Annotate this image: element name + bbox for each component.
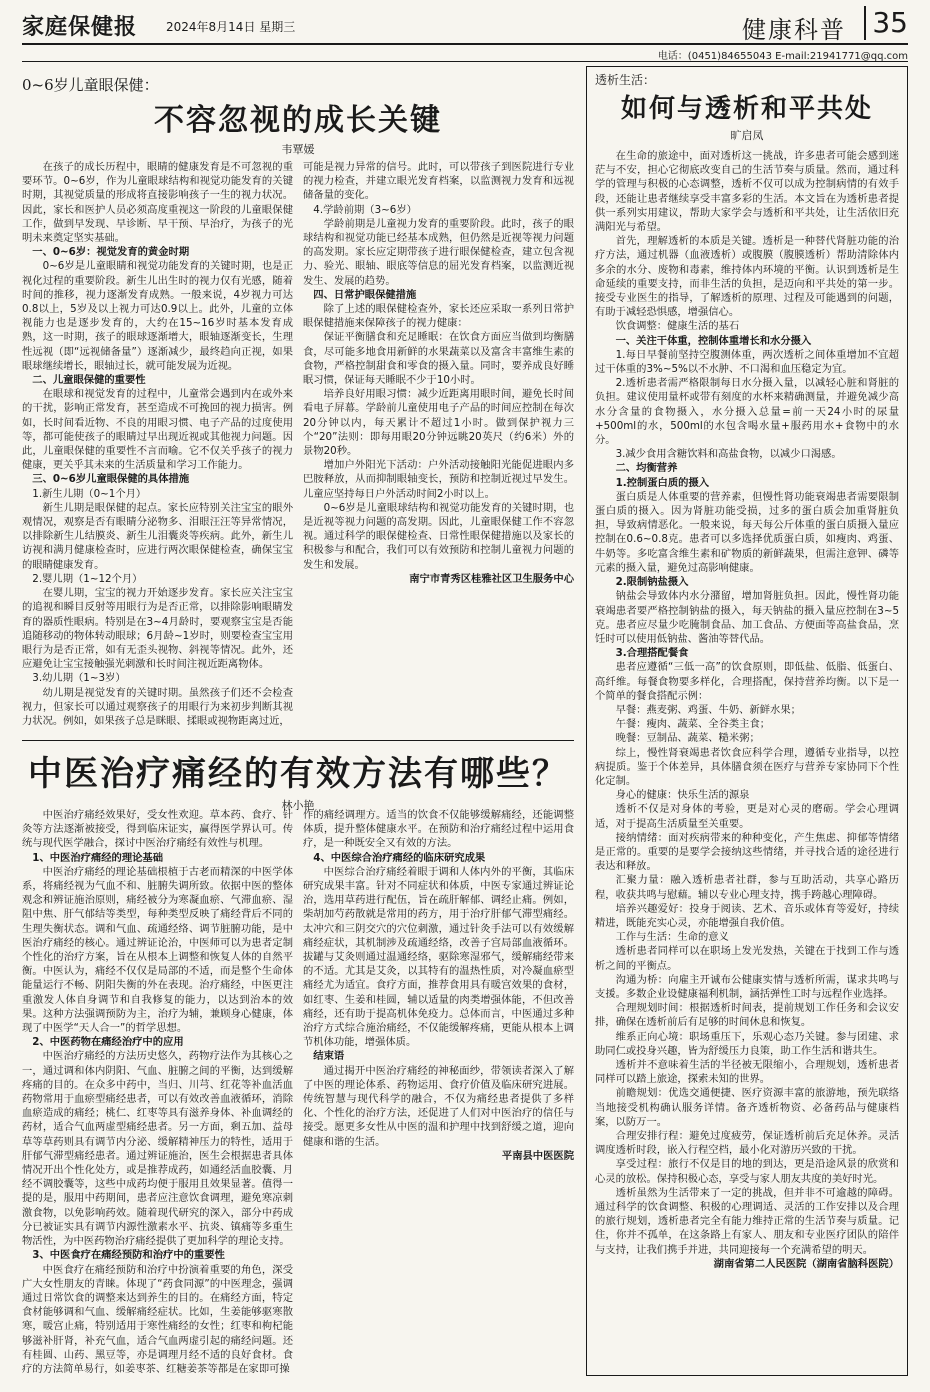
article2-title: 中医治疗痛经的有效方法有哪些？ — [28, 754, 568, 794]
paragraph: 幼儿期是视觉发育的关键时期。虽然孩子们还不会检查视力，但家长可以通过观察孩子的用眼行为来初步判断其视力状况。例如，如果孩子总是眯眼、揉眼或视物距离过近， — [22, 686, 293, 727]
article2-body — [22, 808, 574, 1376]
article3-body — [595, 149, 899, 1271]
article2-col-2 — [303, 808, 574, 1376]
paragraph: 前瞻规划：优选交通便捷、医疗资源丰富的旅游地，预先联络当地接受机构确认服务详情。备齐透析物资、必备药品与健康档案，以防万一。 — [595, 1087, 899, 1128]
source-line: 湖南省第二人民医院（湖南省脑科医院） — [713, 1257, 899, 1270]
article1-kicker: 0~6岁儿童眼保健： — [22, 76, 159, 94]
article2-author: 林小艳 — [281, 799, 315, 812]
subheading: 一、0~6岁：视觉发育的黄金时期 — [32, 246, 190, 259]
paragraph: 1.每日早餐前坚持空腹测体重，两次透析之间体重增加不宜超过干体重的3%~5%以不水肿、不口渴和血压稳定为宜。 — [595, 348, 899, 376]
paragraph: 中医综合治疗痛经着眼于调和人体内外的平衡，其临床研究成果丰富。针对不同症状和体质，中医专家通过辨证论治，选用草药进行配伍，旨在疏肝解郁、调经止痛。例如，柴胡加芍药散就是常用的药方，用于治疗肝郁气滞型痛经。太冲穴和三阴交穴的穴位刺激，通过针灸手法可以有效缓解痛经症状，其机制涉及疏通经络，改善子宫局部血液循环。拔罐与艾灸则通过温通经络，驱除寒湿邪气，缓解痛经带来的不适。尤其是艾灸，以其特有的温热性质，对冷凝血瘀型痛经尤为适宜。食疗方面，推荐食用具有暖宫效果的食材，如红枣、生姜和桂圆，辅以适量的肉类增强体能，不但改善痛经，还有助于提高机体免疫力。总体而言，中医通过多种治疗方式综合施治痛经，不仅能缓解疼痛，更能从根本上调节机体功能，增强体质。 — [303, 865, 574, 1049]
subheading: 四、日常护眼保健措施 — [313, 288, 417, 301]
article3-title: 如何与透析和平共处 — [620, 94, 873, 124]
paragraph: 在生命的旅途中，面对透析这一挑战，许多患者可能会感到迷茫与不安，担心它彻底改变自己的生活节奏与质量。然而，通过科学的管理与积极的心态调整，透析不仅可以成为控制病情的有效手段，还能让患者继续享受丰富多彩的生活。本文旨在为透析患者提供一系列实用建议，帮助大家学会与透析和平共处，让生活依旧充满阳光与希望。 — [595, 150, 899, 234]
article1-header — [22, 74, 574, 156]
paragraph: 合理安排行程：避免过度疲劳，保证透析前后充足休养。灵活调度透析时段，嵌入行程空档，最小化对游历兴致的干扰。 — [595, 1130, 899, 1157]
article1-col-2 — [303, 160, 574, 730]
paragraph: 0~6岁是儿童眼睛和视觉功能发育的关键时期，也是正视化过程的重要阶段。新生儿出生时的视力仅有光感，随着时间的推移，视力逐渐发育成熟。一般来说，4岁视力可达0.8以上，5岁及以上视力可达0.9以上。此外，儿童的立体视能力也是逐步发育的，大约在15~16岁时基本发育成熟，这一时期，孩子的眼球逐渐增大，眼轴逐渐变长，生理性远视（即“远视储备量”）逐渐减少，最终趋向正视，如果眼球继续增长，眼轴过长，就可能发展为近视。 — [22, 260, 293, 372]
paragraph: 维系正向心境：职场重压下，乐观心态乃关键。参与团建、求助同仁或投身兴趣，皆为舒缓压力良策，助工作生活和谐共生。 — [595, 1030, 899, 1057]
issue-date: 2024年8月14日 星期三 — [166, 20, 296, 34]
subheading: 1.新生儿期（0~1个月） — [32, 487, 147, 500]
subheading: 2、中医药物在痛经治疗中的应用 — [32, 1036, 184, 1049]
paper-name: 家庭保健报 — [22, 14, 138, 40]
paragraph: 钠盐会导致体内水分潴留，增加肾脏负担。因此，慢性肾功能衰竭患者要严格控制钠盐的摄入，每天钠盐的摄入量应控制在3~5克。患者应尽量少吃腌制食品、加工食品、方便面等高盐食品，烹饪时可以使用低钠盐、酱油等替代品。 — [595, 590, 899, 645]
article1-author: 韦覃媛 — [281, 143, 315, 156]
subheading: 二、儿童眼保健的重要性 — [32, 374, 146, 387]
source-line: 南宁市青秀区桂雅社区卫生服务中心 — [409, 572, 574, 585]
subheading: 1、中医治疗痛经的理论基础 — [32, 851, 164, 864]
paragraph: 中医治疗痛经的理论基础根植于古老而精深的中医学体系，将痛经视为气血不和、脏腑失调所致。依据中医的整体观念和辨证施治原则，痛经被分为寒凝血瘀、气滞血瘀、湿阻中焦、肝气郁结等类型，每种类型反映了痛经背后不同的生理失衡状态。调和气血、疏通经络、调节脏腑功能，是中医治疗痛经的核心。通过辨证论治，中医师可以为患者定制个性化的治疗方案，旨在从根本上调整和恢复人体的自然平衡。中医认为，痛经不仅仅是局部的不适，而是整个生命体能量运行不畅、阴阳失衡的外在表现。治疗痛经，中医更注重激发人体自身调节和自我修复的能力，以达到治本的效果。这种方法强调预防为主，治疗为辅，兼顾身心健康，体现了中医学“天人合一”的哲学思想。 — [22, 865, 293, 1035]
paragraph: 合理规划时间：根据透析时间表，提前规划工作任务和会议安排，确保在透析前后有足够的时间休息和恢复。 — [595, 1002, 899, 1029]
paragraph: 沟通为桥：向雇主开诚布公健康实情与透析所需，谋求共鸣与支援。多数企业设健康福利机制，涵括弹性工时与远程作业选择。 — [595, 973, 899, 1000]
paragraph: 增加户外阳光下活动：户外活动接触阳光能促进眼内多巴胺释放，从而抑制眼轴变长，预防和控制近视过早发生。儿童应坚持每日户外活动时间2小时以上。 — [303, 459, 574, 500]
source-line: 平南县中医医院 — [501, 1149, 574, 1162]
paragraph: 新生儿期是眼保健的起点。家长应特别关注宝宝的眼外观情况，观察是否有眼睛分泌物多、泪眼汪汪等异常情况，以排除新生儿结膜炎、新生儿泪囊炎等疾病。此外，新生儿访视和满月健康检查时，应进行两次眼保健检查，确保宝宝的眼睛健康发育。 — [22, 501, 293, 571]
paragraph: 首先，理解透析的本质是关键。透析是一种替代肾脏功能的治疗方法，通过机器（血液透析）或腹膜（腹膜透析）帮助清除体内多余的水分、废物和毒素，维持体内环境的平衡。认识到透析是生命延续的重要支持，而非生活的负担，是迈向和平共处的第一步。接受专业医生的指导，了解透析的原理、过程及可能遇到的问题，有助于减轻恐惧感，增强信心。 — [595, 235, 899, 319]
page-number: 35 — [864, 6, 908, 40]
article3-kicker: 透析生活： — [595, 73, 656, 87]
paragraph: 工作与生活：生命的意义 — [615, 931, 729, 944]
paragraph: 除了上述的眼保健检查外，家长还应采取一系列日常护眼保健措施来保障孩子的视力健康： — [303, 303, 574, 330]
paragraph: 透析并不意味着生活的半径被无限缩小，合理规划，透析患者同样可以踏上旅途，探索未知的世界。 — [595, 1059, 899, 1086]
paragraph: 透析虽然为生活带来了一定的挑战，但并非不可逾越的障碍。通过科学的饮食调整、积极的心理调适、灵活的工作安排以及合理的旅行规划，透析患者完全有能力维持正常的生活节奏与质量。记住，你并不孤单，在这条路上有家人、朋友和专业医疗团队的陪伴与支持，让我们携手并进，共同迎接每一个充满希望的明天。 — [595, 1186, 899, 1256]
subheading: 1.控制蛋白质的摄入 — [615, 476, 710, 489]
article3-author: 旷启凤 — [730, 129, 764, 142]
article1-col-1 — [22, 160, 293, 730]
subheading: 二、均衡营养 — [615, 462, 678, 475]
paragraph: 蛋白质是人体重要的营养素，但慢性肾功能衰竭患者需要限制蛋白质的摄入。因为肾脏功能受损，过多的蛋白质会加重肾脏负担，导致病情恶化。一般来说，每天每公斤体重的蛋白质摄入量应控制在0.6~0.8克。患者可以多选择优质蛋白质，如瘦肉、鸡蛋、牛奶等。多吃富含维生素和矿物质的新鲜蔬果，但需注意钾、磷等元素的摄入量，避免过高影响健康。 — [595, 490, 899, 574]
paragraph: 作的痛经调理方。适当的饮食不仅能够缓解痛经，还能调整体质，提升整体健康水平。在预防和治疗痛经过程中运用食疗，是一种既安全又有效的方法。 — [303, 809, 574, 850]
contact-line: 电话：(0451)84655043 E-mail:21941771@qq.com — [657, 51, 908, 62]
subheading: 3、中医食疗在痛经预防和治疗中的重要性 — [32, 1249, 225, 1262]
paragraph: 享受过程：旅行不仅是目的地的到达，更是沿途风景的欣赏和心灵的放松。保持积极心态，享受与家人朋友共度的美好时光。 — [595, 1158, 899, 1185]
subheading: 3.合理搭配餐食 — [615, 647, 689, 660]
paragraph: 透析患者同样可以在职场上发光发热，关键在于找到工作与透析之间的平衡点。 — [595, 945, 899, 972]
paragraph: 接纳情绪：面对疾病带来的种种变化，产生焦虑、抑郁等情绪是正常的。重要的是要学会接纳这些情绪，并寻找合适的途径进行表达和释放。 — [595, 831, 899, 873]
paragraph: 培养兴趣爱好：投身于阅读、艺术、音乐或体育等爱好，持续精进，既能充实心灵，亦能增强自我价值。 — [595, 902, 899, 929]
article2-col-1 — [22, 808, 293, 1376]
paragraph: 患者应遵循“三低一高”的饮食原则，即低盐、低脂、低蛋白、高纤维。每餐食物要多样化，合理搭配，保持营养均衡。以下是一个简单的餐食搭配示例： — [595, 661, 899, 702]
paragraph: 培养良好用眼习惯：减少近距离用眼时间，避免长时间看电子屏幕。学龄前儿童使用电子产品的时间应控制在每次20分钟以内，每天累计不超过1小时。做到保护视力三个“20”法则：即每用眼20分钟远眺20英尺（约6米）外的景物20秒。 — [303, 388, 574, 458]
paragraph: 在眼球和视觉发育的过程中，儿童常会遇到内在或外来的干扰，影响正常发育，甚至造成不可挽回的视力损害。例如，长时间看近物、不良的用眼习惯、电子产品的过度使用等，都可能使孩子的眼睛过早出现近视或其他视力问题。因此，儿童眼保健的重要性不言而喻。它不仅关乎孩子的视力健康，更关乎其未来的生活质量和学习工作能力。 — [22, 388, 293, 472]
paragraph: 饮食调整：健康生活的基石 — [615, 320, 740, 333]
subheading: 2.限制钠盐摄入 — [615, 576, 689, 589]
paragraph: 午餐：瘦肉、蔬菜、全谷类主食； — [615, 718, 771, 731]
subheading: 一、关注干体重，控制体重增长和水分摄入 — [615, 334, 812, 347]
article-divider — [22, 740, 574, 741]
subheading: 三、0~6岁儿童眼保健的具体措施 — [32, 473, 190, 486]
paragraph: 晚餐：豆制品、蔬菜、糙米粥； — [615, 732, 760, 745]
paragraph: 可能是视力异常的信号。此时，可以带孩子到医院进行专业的视力检查，并建立眼光发育档案，以监测视力发育和远视储备量的变化。 — [303, 161, 574, 202]
masthead — [22, 6, 908, 42]
paragraph: 透析不仅是对身体的考验，更是对心灵的磨砺。学会心理调适，对于提高生活质量至关重要。 — [595, 803, 899, 830]
paragraph: 身心的健康：快乐生活的源泉 — [615, 789, 750, 802]
article1-title: 不容忽视的成长关键 — [154, 103, 442, 138]
article2-header — [22, 746, 574, 812]
subheading: 4、中医综合治疗痛经的临床研究成果 — [313, 851, 486, 864]
paragraph: 中医治疗痛经的方法历史悠久，药物疗法作为其核心之一，通过调和体内阴阳、气血、脏腑之间的平衡，达到缓解疼痛的目的。在众多中药中，当归、川芎、红花等补血活血药物常用于血瘀型痛经患者，可以有效改善血液循环，消除血瘀造成的痛经；桃仁、红枣等具有滋养身体、补血调经的药材，适合气血两虚型痛经患者。另一方面，剩五加、益母草等草药则具有调节内分泌、缓解精神压力的特性，适用于肝郁气滞型痛经患者。通过辨证施治，医生会根据患者具体情况开出个性化处方，或是推荐成药，如通经活血胶囊、月经不调胶囊等，这些中成药均便于服用且效果显著。值得一提的是，服用中药期间，患者应注意饮食调理，避免寒凉刺激食物，以免影响药效。随着现代研究的深入，部分中药成分已被证实具有调节内源性激素水平、抗炎、镇痛等多重生物活性，为中医药物治疗痛经提供了更加科学的理论支持。 — [22, 1050, 293, 1248]
paragraph: 0~6岁是儿童眼球结构和视觉功能发育的关键时期，也是近视等视力问题的高发期。因此，儿童眼保健工作不容忽视。通过科学的眼保健检查、日常性眼保健措施以及家长的积极参与和配合，我们可以有效预防和控制儿童视力问题的发生和发展。 — [303, 501, 574, 571]
paragraph: 通过揭开中医治疗痛经的神秘面纱，带领读者深入了解了中医的理论体系、药物运用、食疗价值及临床研究进展。传统智慧与现代科学的融合，不仅为痛经患者提供了多样化、个性化的治疗方法，还促进了人们对中医治疗的信任与接受。愿更多女性从中医的温和护理中找到舒缓之道，迎向健康和谐的生活。 — [303, 1064, 574, 1148]
section-name: 健康科普 — [742, 16, 846, 44]
contact-rule — [22, 61, 908, 62]
paragraph: 学龄前期是儿童视力发育的重要阶段。此时，孩子的眼球结构和视觉功能已经基本成熟，但仍然是近视等视力问题的高发期。家长应定期带孩子进行眼保健检查，建立包含视力、验光、眼轴、眼底等信息的屈光发育档案，以监测近视发生、发展的趋势。 — [303, 217, 574, 287]
paragraph: 保证平衡膳食和充足睡眠：在饮食方面应当做到均衡膳食，尽可能多地食用新鲜的水果蔬菜以及富含丰富维生素的食物，严格控制甜食和零食的摄入量。同时，要养成良好睡眠习惯，保证每天睡眠不少于10小时。 — [303, 331, 574, 387]
paragraph: 中医治疗痛经效果好，受女性欢迎。草本药、食疗、针灸等方法逐渐被接受，得到临床证实，赢得医学界认可。传统与现代医学融合，探讨中医治疗痛经有效性与机理。 — [22, 809, 293, 850]
article3-box — [586, 66, 908, 1376]
paragraph: 2.透析患者需严格限制每日水分摄入量，以减轻心脏和肾脏的负担。建议使用量杯或带有刻度的水杯来精确测量，并避免减少高水分含量的食物摄入，水分摄入总量=前一天24小时的尿量+500ml的水，500ml的水包含喝水量+服药用水+食物中的水分。 — [595, 377, 899, 447]
paragraph: 综上，慢性肾衰竭患者饮食应科学合理，遵循专业指导，以控病提质。鉴于个体差异，具体膳食须在医疗与营养专家协同下个性化定制。 — [595, 746, 899, 787]
subheading: 2.婴儿期（1~12个月） — [32, 572, 143, 585]
masthead-rule — [22, 43, 908, 45]
paragraph: 汇聚力量：融入透析患者社群，参与互助活动，共享心路历程，收获共鸣与慰藉。辅以专业心理支持，携手跨越心理障碍。 — [595, 874, 899, 901]
subheading: 3.幼儿期（1~3岁） — [32, 672, 126, 685]
paragraph: 在婴儿期，宝宝的视力开始逐步发育。家长应关注宝宝的追视和瞬目反射等用眼行为是否正常，以排除影响眼睛发育的器质性眼病。特别是在3~4月龄时，要观察宝宝是否能追随移动的物体转动眼球；6月龄~1岁时，则要检查宝宝用眼行为是否正常，如有无歪头视物、斜视等情况。此外，还应避免让宝宝接触强光刺激和长时间注视近距离物体。 — [22, 587, 293, 671]
paragraph: 早餐：燕麦粥、鸡蛋、牛奶、新鲜水果； — [615, 703, 801, 716]
article1-body — [22, 160, 574, 730]
subheading: 结束语 — [313, 1050, 345, 1063]
paragraph: 中医食疗在痛经预防和治疗中扮演着重要的角色，深受广大女性朋友的青睐。体现了“药食同源”的中医理念，强调通过日常饮食的调整来达到养生的目的。在痛经方面，特定食材能够调和气血、缓解痛经症状。比如，生姜能够驱寒散寒，暖宫止痛，特别适用于寒性痛经的女性；红枣和枸杞能够滋补肝肾，补充气血，适合气血两虚引起的痛经问题。还有桂圆、山药、黑豆等，亦是调理月经不适的良好食材。食疗的方法简单易行，如姜枣茶、红糖姜茶等都是在家即可操 — [22, 1263, 293, 1375]
subheading: 4.学龄前期（3~6岁） — [313, 203, 417, 216]
paragraph: 在孩子的成长历程中，眼睛的健康发育是不可忽视的重要环节。0~6岁，作为儿童眼球结构和视觉功能发育的关键时期，其视觉质量的形成将直接影响孩子一生的视力状况。因此，家长和医护人员必须高度重视这一阶段的儿童眼保健工作，做到早发现、早诊断、早干预、早治疗，为孩子的光明未来奠定坚实基础。 — [22, 161, 293, 245]
paragraph: 3.减少食用含糖饮料和高盐食物，以减少口渴感。 — [615, 448, 842, 461]
